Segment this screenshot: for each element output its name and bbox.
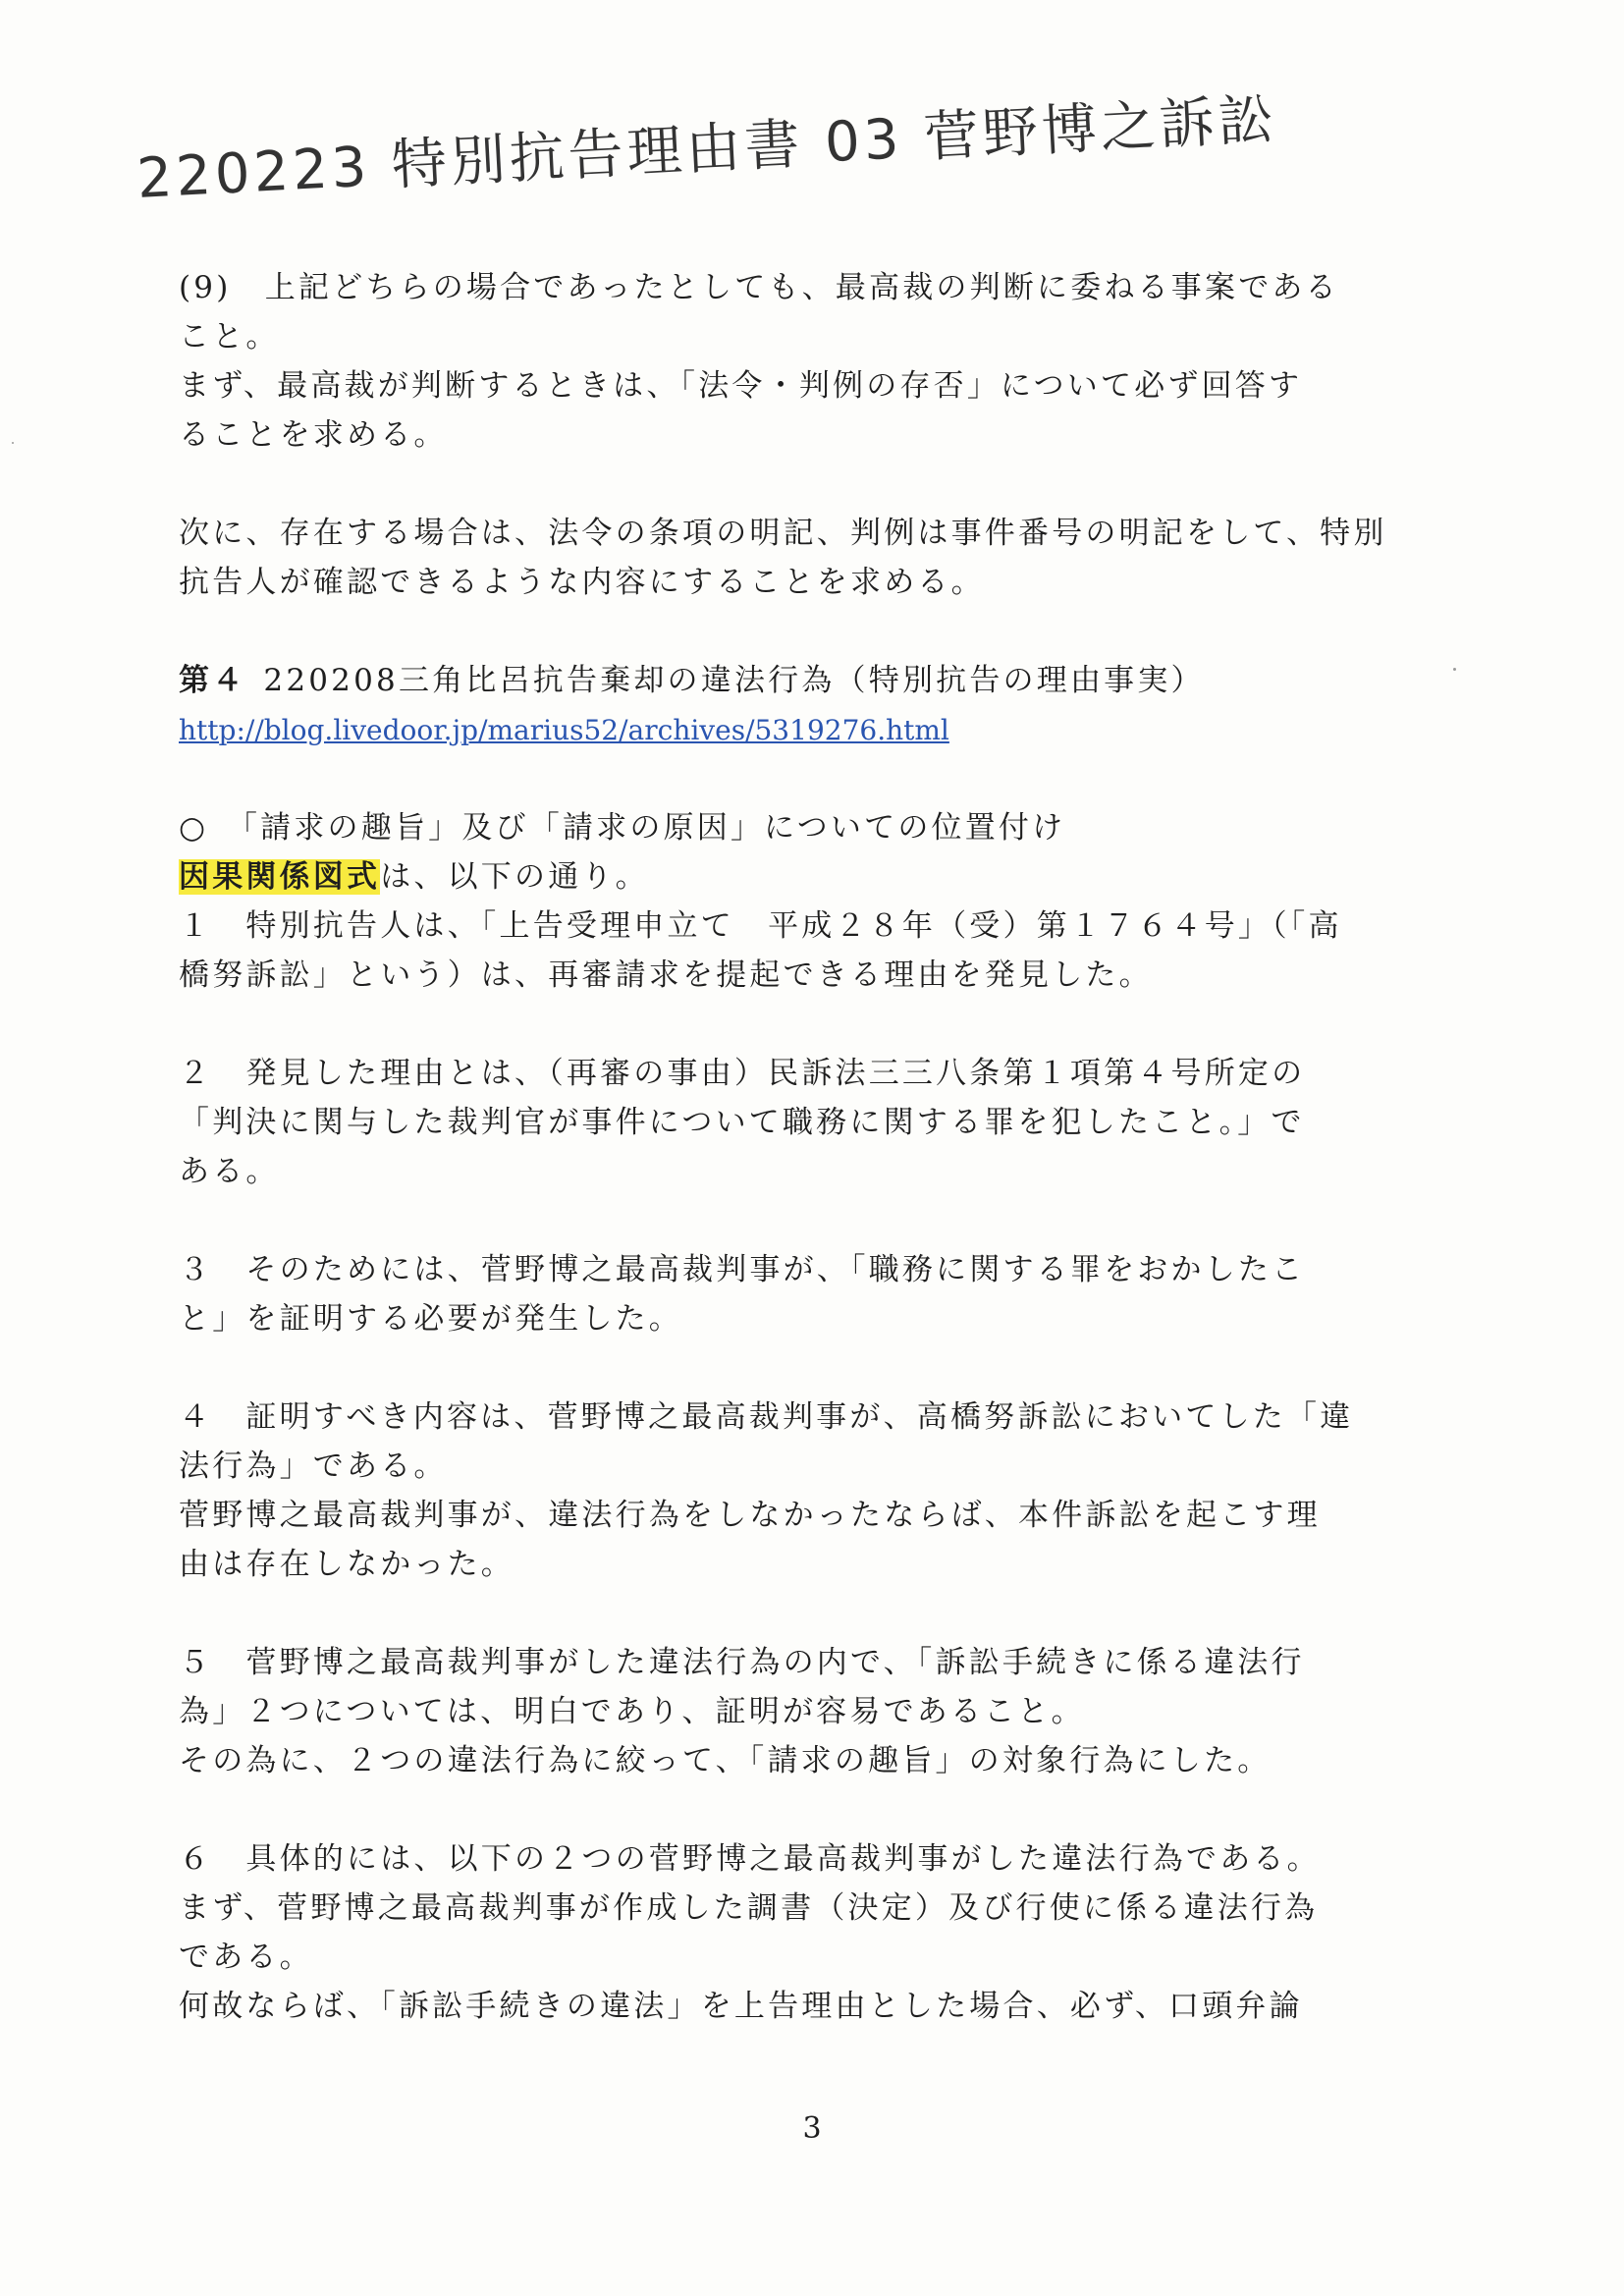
item-5-line-3: その為に、２つの違法行為に絞って、「請求の趣旨」の対象行為にした。 <box>179 1743 1272 1778</box>
item-2-line-1: ２ 発見した理由とは、（再審の事由）民訴法三三八条第１項第４号所定の <box>179 1056 1306 1091</box>
item-6-line-2: まず、菅野博之最高裁判事が作成した調書（決定）及び行使に係る違法行為 <box>179 1890 1319 1926</box>
handwritten-title: 220223 特別抗告理由書 03 菅野博之訴訟 <box>135 87 1279 211</box>
item-5-line-1: ５ 菅野博之最高裁判事がした違法行為の内で、「訴訟手続きに係る違法行 <box>179 1645 1305 1680</box>
item-2-line-3: ある。 <box>179 1154 280 1189</box>
document-body <box>179 263 1465 2031</box>
item-2-line-2: 「判決に関与した裁判官が事件について職務に関する罪を犯したこと。」で <box>179 1105 1305 1140</box>
paragraph-9-line-1: (9) 上記どちらの場合であったとしても、最高裁の判断に委ねる事案である <box>179 270 1339 305</box>
positioning-heading: ○ 「請求の趣旨」及び「請求の原因」についての位置付け <box>179 810 1066 846</box>
scan-speck <box>1453 668 1456 671</box>
item-1-line-1: １ 特別抗告人は、「上告受理申立て 平成２８年（受）第１７６４号」（「高 <box>179 908 1342 944</box>
section-4-link-row <box>179 705 1465 754</box>
item-6-line-1: ６ 具体的には、以下の２つの菅野博之最高裁判事がした違法行為である。 <box>179 1841 1321 1877</box>
section-4-heading <box>179 656 1465 705</box>
paragraph-9-line-4: ることを求める。 <box>179 417 448 453</box>
item-4-line-1: ４ 証明すべき内容は、菅野博之最高裁判事が、高橋努訴訟においてした「違 <box>179 1399 1354 1435</box>
item-4-line-4: 由は存在しなかった。 <box>179 1547 514 1582</box>
paragraph-9-line-3: まず、最高裁が判断するときは、「法令・判例の存否」について必ず回答す <box>179 368 1303 404</box>
next-paragraph-line-2: 抗告人が確認できるような内容にすることを求める。 <box>179 565 985 600</box>
item-4-line-3: 菅野博之最高裁判事が、違法行為をしなかったならば、本件訴訟を起こす理 <box>179 1498 1321 1533</box>
item-1-line-2: 橋努訴訟」という）は、再審請求を提起できる理由を発見した。 <box>179 957 1153 993</box>
item-4-line-2: 法行為」である。 <box>179 1449 448 1484</box>
item-6-line-3: である。 <box>179 1940 313 1975</box>
section-4-title: 220208三角比呂抗告棄却の違法行為（特別抗告の理由事実） <box>263 663 1205 698</box>
next-paragraph-line-1: 次に、存在する場合は、法令の条項の明記、判例は事件番号の明記をして、特別 <box>179 516 1387 551</box>
item-6-line-4: 何故ならば、「訴訟手続きの違法」を上告理由とした場合、必ず、口頭弁論 <box>179 1989 1303 2024</box>
item-5-line-2: 為」２つについては、明白であり、証明が容易であること。 <box>179 1694 1085 1729</box>
item-3-line-1: ３ そのためには、菅野博之最高裁判事が、「職務に関する罪をおかしたこ <box>179 1252 1306 1287</box>
page-number: 3 <box>802 2111 822 2146</box>
highlighted-term: 因果関係図式 <box>179 859 381 895</box>
blog-link[interactable]: http://blog.livedoor.jp/marius52/archives/5319276.html <box>179 714 949 746</box>
item-3-line-2: と」を証明する必要が発生した。 <box>179 1301 682 1337</box>
causal-diagram-rest: は、以下の通り。 <box>380 859 649 895</box>
causal-diagram-line <box>179 852 1465 902</box>
scan-speck <box>12 442 14 444</box>
section-4-label: 第４ <box>179 663 246 698</box>
paragraph-9-line-2: こと。 <box>179 319 280 355</box>
